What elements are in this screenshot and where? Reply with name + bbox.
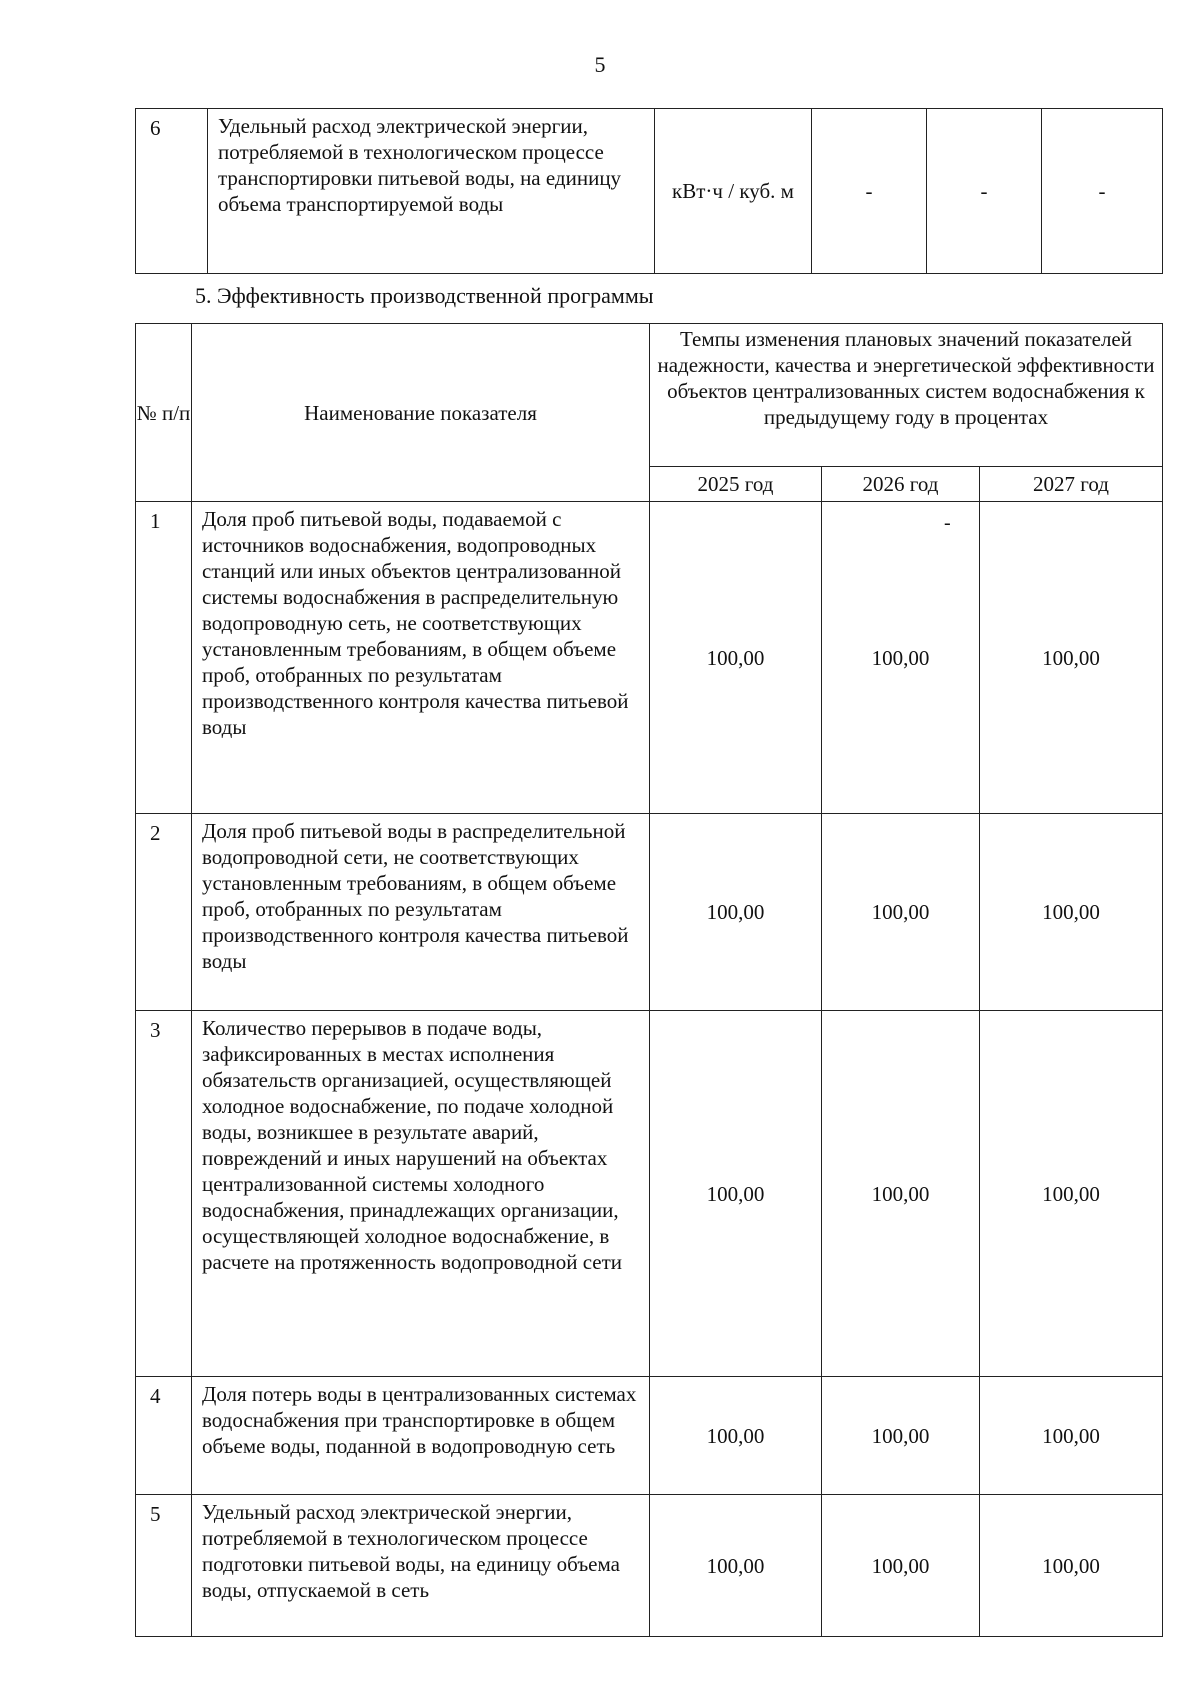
row-number: 2: [136, 814, 192, 1011]
table-row: [136, 502, 1163, 814]
row-number: 5: [136, 1495, 192, 1637]
indicator-name: Доля проб питьевой воды, подаваемой с источников водоснабжения, водопроводных станций или иных объектов централизованной системы водоснабжения в распределительную водопроводную сеть, не соответствующих установленным требованиям, в общем объеме проб, отобранных по результатам производственного контроля качества питьевой воды: [192, 502, 650, 814]
value-cell: -: [812, 109, 927, 274]
value-2027: 100,00: [980, 1495, 1163, 1637]
table-row: [136, 1011, 1163, 1377]
value-2026: 100,00: [822, 1495, 980, 1637]
table-row: [136, 1377, 1163, 1495]
row-number: 1: [136, 502, 192, 814]
value-2025: 100,00: [650, 1495, 822, 1637]
page-number: 5: [594, 52, 606, 77]
table-row: [136, 1495, 1163, 1637]
value-2026: 100,00: [822, 1011, 980, 1377]
value-2026: 100,00: [822, 814, 980, 1011]
value-2026: 100,00: [822, 502, 980, 814]
indicator-name: Удельный расход электрической энергии, потребляемой в технологическом процессе транспортировки питьевой воды, на единицу объема транспортируемой воды: [208, 109, 655, 274]
section-title: 5. Эффективность производственной программы: [195, 283, 654, 308]
header-row: [136, 324, 1163, 467]
year-header: 2026 год: [822, 467, 980, 502]
year-header: 2027 год: [980, 467, 1163, 502]
name-header: Наименование показателя: [192, 324, 650, 502]
value-2025: 100,00: [650, 502, 822, 814]
unit-cell: кВт·ч / куб. м: [655, 109, 812, 274]
indicator-name: Доля проб питьевой воды в распределительной водопроводной сети, не соответствующих установленным требованиям, в общем объеме проб, отобранных по результатам производственного контроля качества питьевой воды: [192, 814, 650, 1011]
group-header: Темпы изменения плановых значений показателей надежности, качества и энергетической эффективности объектов централизованных систем водоснабжения к предыдущему году в процентах: [650, 324, 1163, 467]
number-header: № п/п: [136, 324, 192, 502]
value-2027: 100,00: [980, 1011, 1163, 1377]
row-number: 6: [136, 109, 208, 274]
value-cell: -: [927, 109, 1042, 274]
table-row: [136, 109, 1163, 274]
value-2027: 100,00: [980, 1377, 1163, 1495]
value-2027: 100,00: [980, 502, 1163, 814]
row-number: 4: [136, 1377, 192, 1495]
indicator-name: Количество перерывов в подаче воды, зафиксированных в местах исполнения обязательств организацией, осуществляющей холодное водоснабжение, по подаче холодной воды, возникшее в результате аварий, повреждений и иных нарушений на объектах централизованной системы холодного водоснабжения, принадлежащих организации, осуществляющей холодное водоснабжение, в расчете на протяженность водопроводной сети: [192, 1011, 650, 1377]
indicator-name: Удельный расход электрической энергии, потребляемой в технологическом процессе подготовки питьевой воды, на единицу объема воды, отпускаемой в сеть: [192, 1495, 650, 1637]
value-2025: 100,00: [650, 814, 822, 1011]
stray-dash-mark: -: [944, 512, 951, 534]
value-2027: 100,00: [980, 814, 1163, 1011]
value-2026: 100,00: [822, 1377, 980, 1495]
table-row: [136, 814, 1163, 1011]
top-table: [135, 108, 1163, 274]
year-header: 2025 год: [650, 467, 822, 502]
value-2025: 100,00: [650, 1377, 822, 1495]
row-number: 3: [136, 1011, 192, 1377]
indicator-name: Доля потерь воды в централизованных системах водоснабжения при транспортировке в общем объеме воды, поданной в водопроводную сеть: [192, 1377, 650, 1495]
efficiency-table: [135, 323, 1163, 1637]
value-cell: -: [1042, 109, 1163, 274]
value-2025: 100,00: [650, 1011, 822, 1377]
